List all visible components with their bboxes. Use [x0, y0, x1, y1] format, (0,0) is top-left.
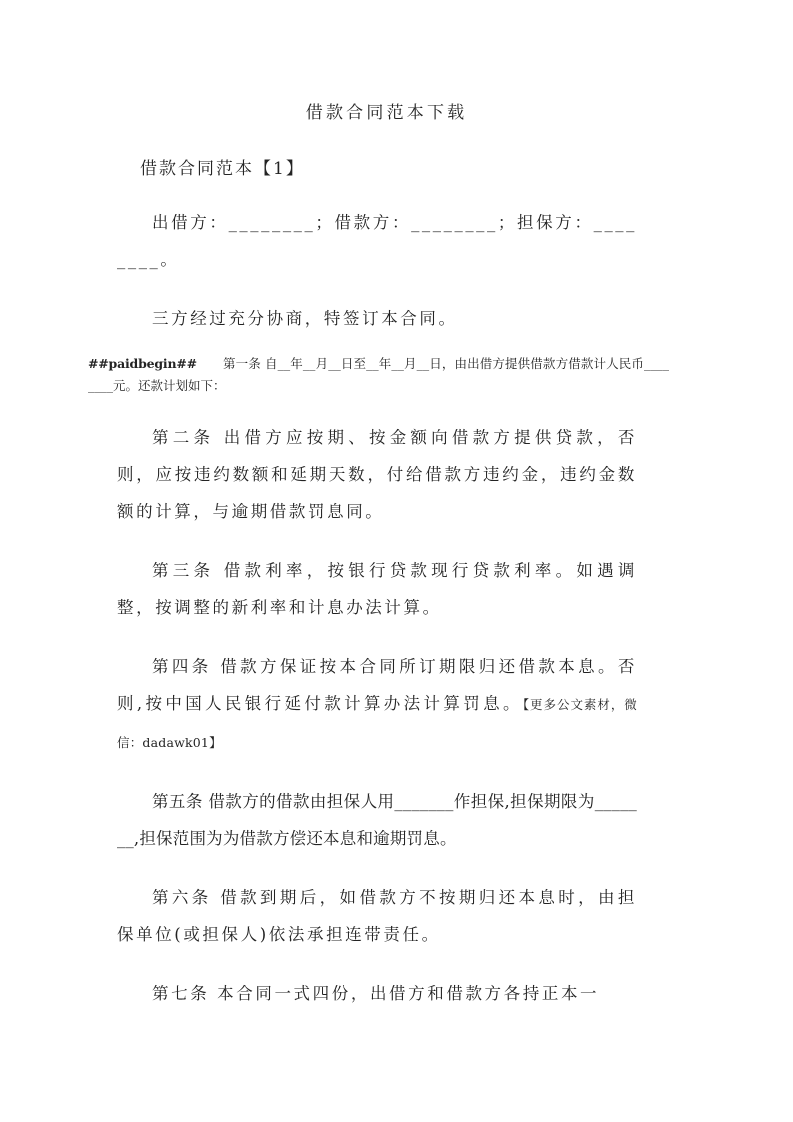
paragraph-clause-1: [85, 337, 677, 397]
clause-1-text: 第一条 自__年__月__日至__年__月__日，由出借方提供借款方借款计人民币________元。还款计划如下：: [88, 356, 669, 393]
document-subtitle: 借款合同范本【1】: [140, 159, 305, 179]
paragraph-parties: 出借方：________；借款方：________；担保方：________。: [117, 213, 637, 269]
clause-4-promo-note: 【更多公文素材，微信：dadawk01】: [117, 697, 637, 750]
paragraph-clause-3: 第三条 借款利率，按银行贷款现行贷款利率。如遇调整，按调整的新利率和计息办法计算。: [117, 561, 637, 617]
paragraph-clause-7: 第七条 本合同一式四份，出借方和借款方各持正本一: [152, 984, 600, 1003]
paragraph-clause-6: 第六条 借款到期后，如借款方不按期归还本息时，由担保单位(或担保人)依法承担连带责任。: [117, 888, 637, 944]
document-content: [85, 0, 685, 1012]
clause-4-text: 第四条 借款方保证按本合同所订期限归还借款本息。否则,按中国人民银行延付款计算办法计算罚息。: [117, 657, 637, 713]
paragraph-agreement: 三方经过充分协商，特签订本合同。: [152, 309, 458, 328]
paragraph-clause-2: 第二条 出借方应按期、按金额向借款方提供贷款，否则，应按违约数额和延期天数，付给借款方违约金，违约金数额的计算，与逾期借款罚息同。: [117, 428, 637, 521]
paragraph-clause-4: [85, 626, 645, 761]
paragraph-clause-5: 第五条 借款方的借款由担保人用_______作担保,担保期限为_______,担保范围为为借款方偿还本息和逾期罚息。: [117, 792, 637, 848]
paid-begin-marker: ##paidbegin##: [88, 356, 197, 371]
page-title: 借款合同范本下载: [305, 103, 468, 123]
